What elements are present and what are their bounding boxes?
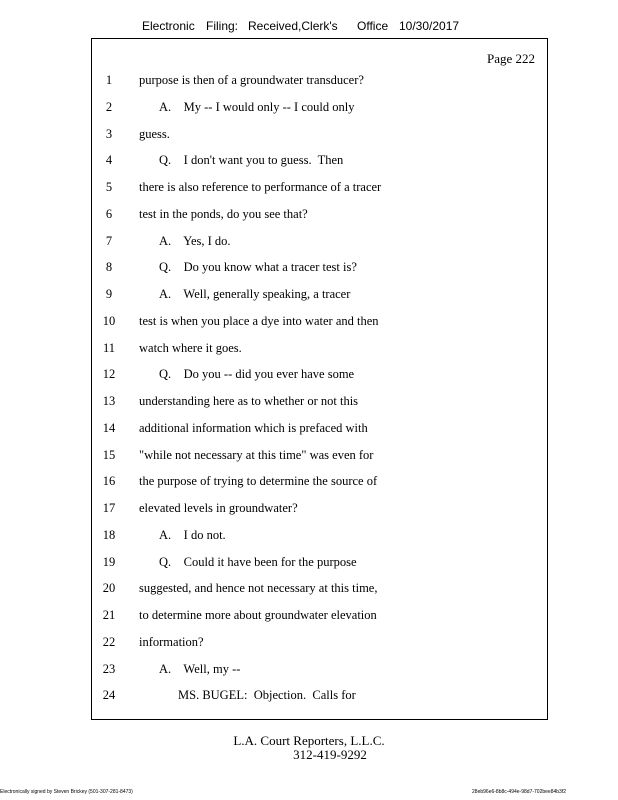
line-number: 8 bbox=[105, 260, 113, 275]
filing-word-electronic: Electronic bbox=[142, 19, 195, 33]
transcript-page bbox=[91, 38, 548, 720]
line-number: 6 bbox=[105, 206, 113, 221]
line-text: A. My -- I would only -- I could only bbox=[159, 99, 355, 114]
line-text: Q. Do you -- did you ever have some bbox=[159, 367, 355, 382]
transcript-line bbox=[92, 474, 547, 494]
line-text: test is when you place a dye into water and then bbox=[139, 313, 379, 328]
transcript-line bbox=[92, 421, 547, 441]
line-number: 18 bbox=[102, 527, 116, 542]
line-number: 2 bbox=[105, 99, 113, 114]
line-number: 10 bbox=[102, 313, 116, 328]
transcript-line bbox=[92, 688, 547, 708]
line-number: 16 bbox=[102, 474, 116, 489]
transcript-line bbox=[92, 555, 547, 575]
transcript-line bbox=[92, 528, 547, 548]
footer-phone: 312-419-9292 bbox=[293, 747, 367, 762]
transcript-line bbox=[92, 127, 547, 147]
filing-date: 10/30/2017 bbox=[399, 19, 460, 33]
line-text: there is also reference to performance of a tracer bbox=[139, 180, 382, 194]
transcript-line bbox=[92, 581, 547, 601]
line-number: 13 bbox=[102, 394, 116, 408]
line-number: 20 bbox=[102, 581, 116, 596]
transcript-line bbox=[92, 662, 547, 682]
line-text: A. Well, my -- bbox=[159, 661, 241, 676]
signature-left: Electronically signed by Steven Brickey (501-307-281-8473) bbox=[0, 789, 133, 795]
filing-word-filing: Filing: bbox=[206, 19, 239, 33]
transcript-line bbox=[92, 394, 547, 414]
line-text: Q. Could it have been for the purpose bbox=[159, 554, 357, 569]
transcript-line bbox=[92, 635, 547, 655]
line-number: 21 bbox=[102, 608, 116, 622]
line-number: 4 bbox=[105, 153, 113, 168]
filing-stamp bbox=[0, 19, 618, 39]
line-text: the purpose of trying to determine the source of bbox=[139, 474, 378, 489]
transcript-line bbox=[92, 314, 547, 334]
line-text: test in the ponds, do you see that? bbox=[139, 206, 308, 221]
line-text: watch where it goes. bbox=[139, 340, 242, 355]
line-text: A. I do not. bbox=[159, 527, 226, 542]
transcript-line bbox=[92, 73, 547, 93]
line-text: purpose is then of a groundwater transducer? bbox=[139, 73, 364, 87]
line-text: MS. BUGEL: Objection. Calls for bbox=[178, 688, 356, 703]
line-number: 5 bbox=[105, 180, 113, 194]
line-number: 19 bbox=[102, 554, 116, 569]
line-text: A. Well, generally speaking, a tracer bbox=[159, 287, 351, 301]
page-number: Page 222 bbox=[486, 51, 535, 66]
line-number: 3 bbox=[105, 126, 113, 141]
transcript-line bbox=[92, 234, 547, 254]
line-text: guess. bbox=[139, 126, 170, 141]
signature-right: 28eb96e6-8b8c-494e-98d7-702bee84b3f2 bbox=[472, 789, 566, 795]
line-number: 1 bbox=[105, 73, 113, 87]
footer-company: L.A. Court Reporters, L.L.C. bbox=[233, 733, 385, 748]
line-number: 24 bbox=[102, 688, 116, 703]
line-number: 14 bbox=[102, 420, 116, 435]
line-text: additional information which is prefaced with bbox=[139, 420, 368, 435]
line-text: information? bbox=[139, 634, 204, 649]
line-number: 7 bbox=[105, 233, 113, 248]
transcript-line bbox=[92, 501, 547, 521]
line-number: 22 bbox=[102, 634, 116, 649]
filing-word-received: Received,Clerk's bbox=[248, 19, 338, 33]
line-text: Q. I don't want you to guess. Then bbox=[159, 153, 344, 168]
line-number: 11 bbox=[102, 340, 116, 355]
line-number: 12 bbox=[102, 367, 116, 382]
transcript-line bbox=[92, 448, 547, 468]
transcript-line bbox=[92, 100, 547, 120]
transcript-line bbox=[92, 608, 547, 628]
transcript-line bbox=[92, 367, 547, 387]
transcript-line bbox=[92, 180, 547, 200]
line-text: suggested, and hence not necessary at this time, bbox=[139, 581, 378, 596]
transcript-line bbox=[92, 287, 547, 307]
transcript-line bbox=[92, 341, 547, 361]
transcript-line bbox=[92, 153, 547, 173]
line-text: to determine more about groundwater elevation bbox=[139, 608, 377, 622]
transcript-line bbox=[92, 207, 547, 227]
line-text: "while not necessary at this time" was even for bbox=[139, 447, 374, 462]
line-number: 23 bbox=[102, 661, 116, 676]
line-text: understanding here as to whether or not this bbox=[139, 394, 359, 408]
line-number: 15 bbox=[102, 447, 116, 462]
line-number: 17 bbox=[102, 501, 116, 515]
filing-word-office: Office bbox=[357, 19, 389, 33]
line-text: Q. Do you know what a tracer test is? bbox=[159, 260, 357, 275]
line-number: 9 bbox=[105, 287, 113, 301]
line-text: elevated levels in groundwater? bbox=[139, 501, 298, 515]
transcript-line bbox=[92, 260, 547, 280]
line-text: A. Yes, I do. bbox=[159, 233, 231, 248]
